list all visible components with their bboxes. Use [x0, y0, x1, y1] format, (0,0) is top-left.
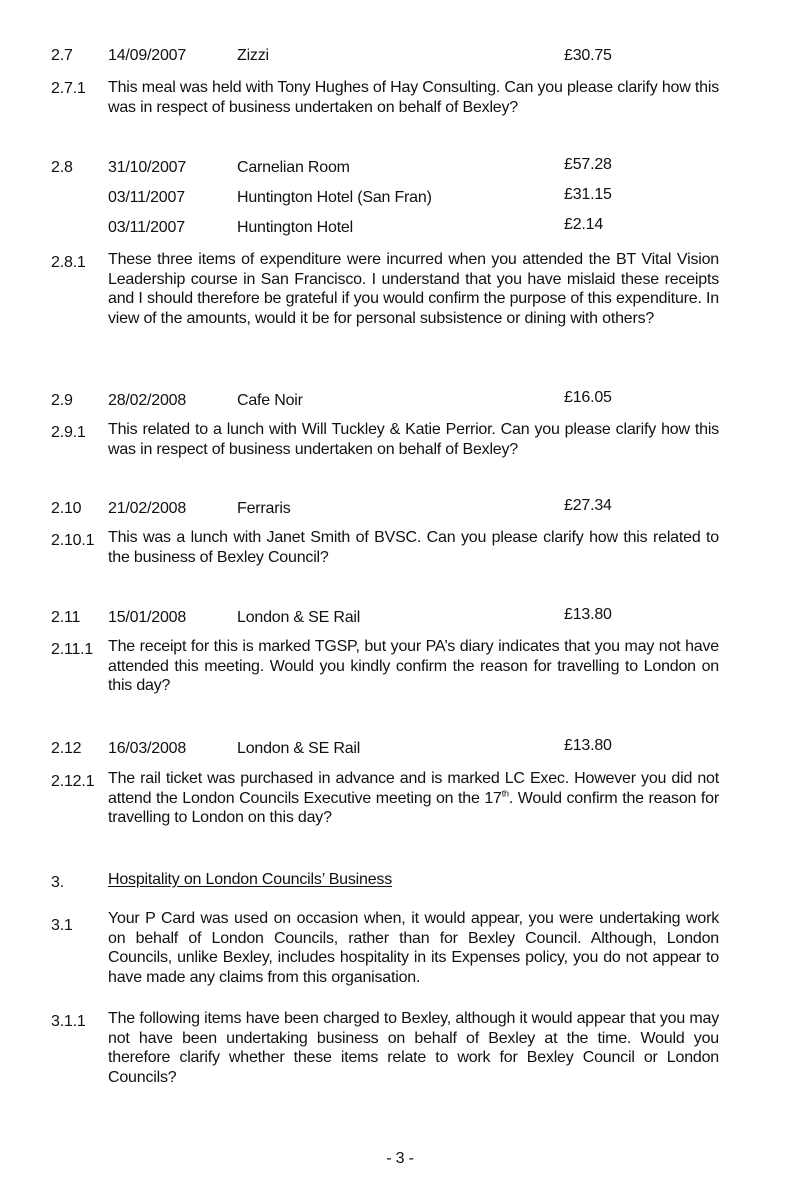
expense-vendor: Zizzi [237, 47, 269, 64]
query-paragraph: This related to a lunch with Will Tuckley & Katie Perrior. Can you please clarify how this was in respect of business undertaken on behalf of Bexley? [108, 421, 719, 458]
expense-amount: £57.28 [564, 156, 612, 173]
expense-row [0, 186, 800, 209]
expense-row [0, 47, 800, 67]
query-paragraph: These three items of expenditure were incurred when you attended the BT Vital Vision Leadership course in San Francisco. I understand that you have mislaid these receipts and I should therefore be grateful if you would confirm the purpose of this expenditure. In view of the amounts, would it be for personal subsistence or dining with others? [108, 251, 719, 327]
expense-row [0, 216, 800, 239]
expense-row [0, 737, 800, 760]
expense-amount: £13.80 [564, 737, 612, 754]
expense-row [0, 606, 800, 629]
item-ref: 2.12 [51, 740, 82, 757]
expense-amount: £2.14 [564, 216, 604, 233]
expense-amount: £31.15 [564, 186, 612, 203]
expense-vendor: Huntington Hotel (San Fran) [237, 189, 432, 206]
query-paragraph: This was a lunch with Janet Smith of BVSC. Can you please clarify how this related to the business of Bexley Council? [108, 529, 719, 566]
paragraph-ref: 3.1.1 [51, 1013, 86, 1030]
expense-vendor: Ferraris [237, 500, 291, 517]
query-ref: 2.11.1 [51, 641, 94, 658]
query-ref: 2.12.1 [51, 773, 95, 790]
section-number: 3. [51, 874, 64, 891]
expense-date: 31/10/2007 [108, 159, 187, 176]
expense-amount: £27.34 [564, 497, 612, 514]
paragraph-ref: 3.1 [51, 917, 73, 934]
query-paragraph [108, 769, 719, 828]
item-ref: 2.10 [51, 500, 82, 517]
expense-vendor: London & SE Rail [237, 740, 361, 757]
query-ref: 2.10.1 [51, 532, 95, 549]
expense-vendor: Huntington Hotel [237, 219, 353, 236]
expense-amount: £16.05 [564, 389, 612, 406]
expense-row [0, 497, 800, 520]
query-text: The rail ticket was purchased in advance and is marked LC Exec. However you did not attend the London Councils Executive meeting on the 17 [108, 770, 719, 807]
expense-vendor: Carnelian Room [237, 159, 350, 176]
query-ref: 2.8.1 [51, 254, 86, 271]
expense-date: 03/11/2007 [108, 189, 185, 206]
expense-date: 28/02/2008 [108, 392, 187, 409]
expense-date: 16/03/2008 [108, 740, 187, 757]
expense-amount: £13.80 [564, 606, 612, 623]
expense-date: 15/01/2008 [108, 609, 187, 626]
item-ref: 2.7 [51, 47, 73, 64]
item-ref: 2.8 [51, 159, 73, 176]
expense-row [0, 156, 800, 179]
query-paragraph: This meal was held with Tony Hughes of Hay Consulting. Can you please clarify how this was in respect of business undertaken on behalf of Bexley? [108, 79, 719, 116]
page-number: - 3 - [386, 1150, 414, 1167]
expense-row [0, 389, 800, 412]
body-paragraph: Your P Card was used on occasion when, it would appear, you were undertaking work on behalf of London Councils, rather than for Bexley Council. Although, London Councils, unlike Bexley, includes hospitality in its Expenses policy, you do not appear to have made any claims from this organisation. [108, 910, 719, 986]
query-text: . Would confirm the reason for travelling to London on this day? [108, 789, 719, 826]
body-paragraph: The following items have been charged to Bexley, although it would appear that you may not have been undertaking business on behalf of Bexley at the time. Would you therefore clarify whether these items relate to work for Bexley Council or London Councils? [108, 1010, 719, 1086]
expense-date: 21/02/2008 [108, 500, 187, 517]
query-paragraph: The receipt for this is marked TGSP, but your PA’s diary indicates that you may not have attended this meeting. Would you kindly confirm the reason for travelling to London on this day? [108, 638, 719, 694]
item-ref: 2.9 [51, 392, 73, 409]
expense-date: 03/11/2007 [108, 219, 185, 236]
expense-vendor: London & SE Rail [237, 609, 361, 626]
section-heading: Hospitality on London Councils’ Business [108, 871, 393, 888]
query-ref: 2.7.1 [51, 80, 86, 97]
item-ref: 2.11 [51, 609, 81, 626]
ordinal-superscript: th [501, 788, 509, 799]
expense-date: 14/09/2007 [108, 47, 187, 64]
expense-vendor: Cafe Noir [237, 392, 303, 409]
expense-amount: £30.75 [564, 47, 612, 64]
query-ref: 2.9.1 [51, 424, 86, 441]
